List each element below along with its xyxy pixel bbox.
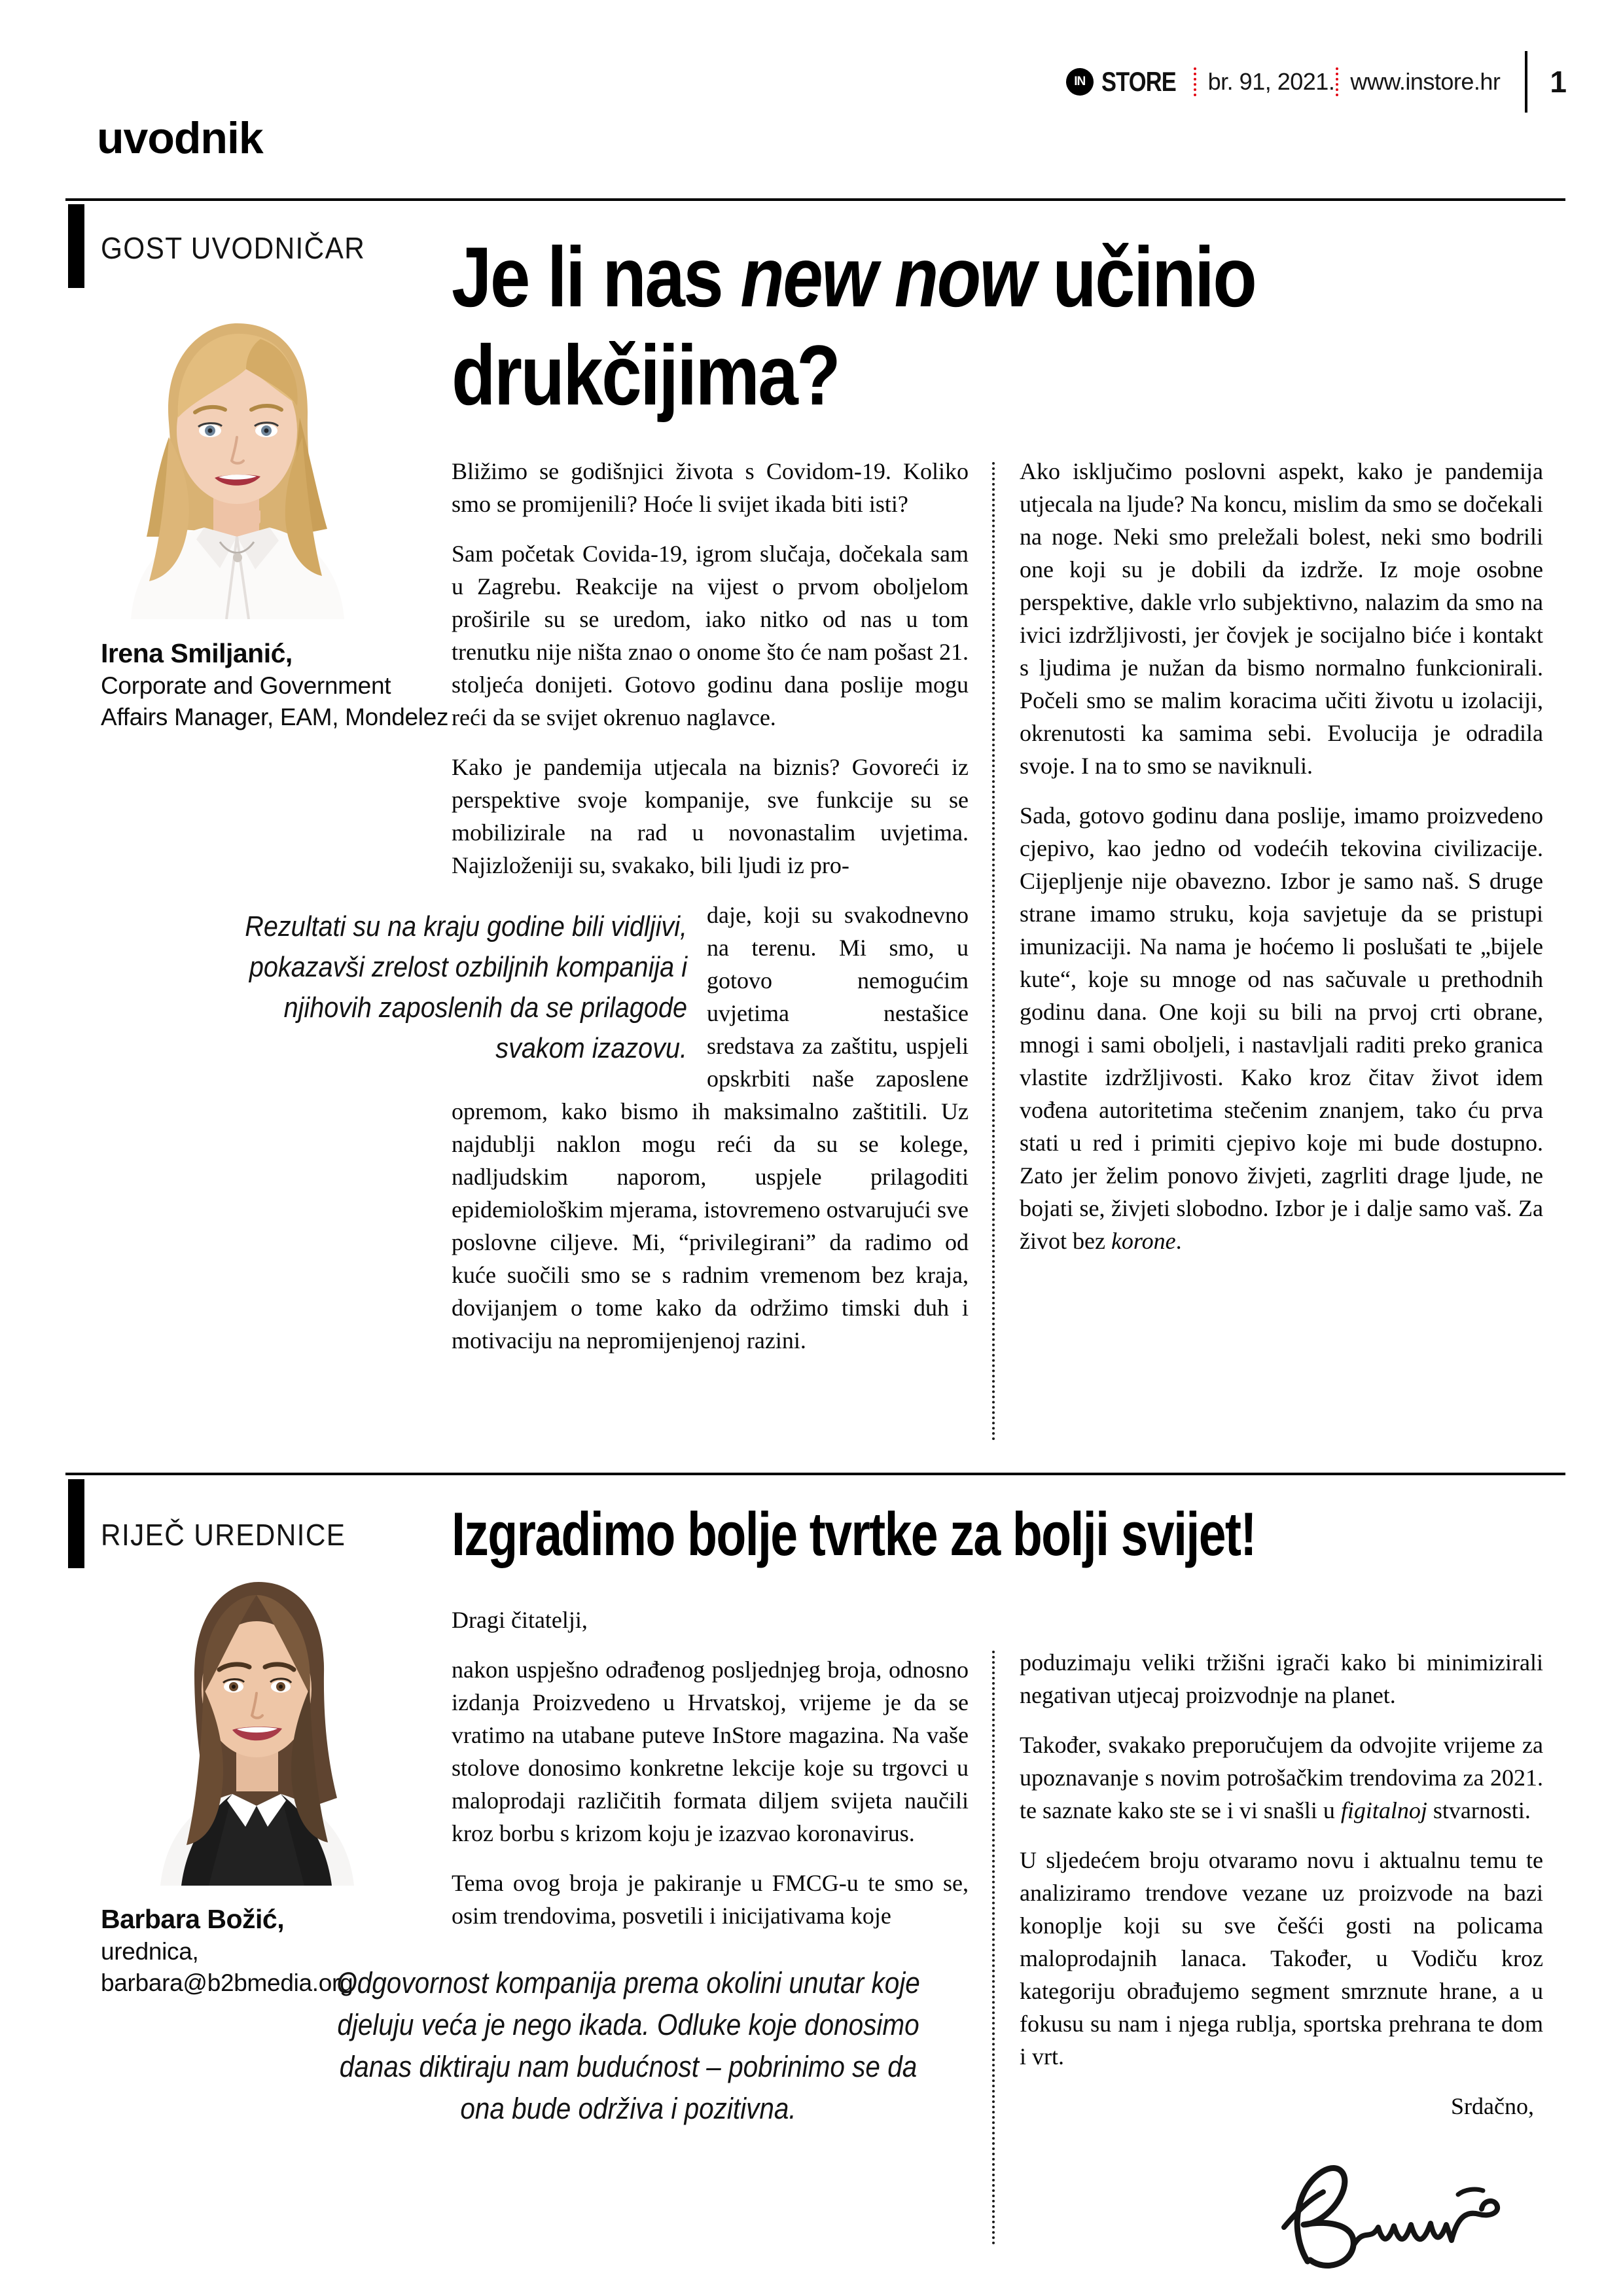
paragraph: U sljedećem broju otvaramo novu i aktualnu temu te analiziramo trendove vezane uz proizvode na bazi konoplje koji su sve češći gosti na policama maloprodajnih lanaca. Također, u Vodiču kroz kategoriju obrađujemo segment smrznute hrane, a u fokusu su nam i njega rublja, sportska prehrana te dom i vrt. xyxy=(1020,1847,1543,2070)
article2-right-column xyxy=(1020,1646,1543,2286)
article2-headline xyxy=(452,1500,1616,1568)
dotted-separator-icon xyxy=(1336,67,1338,96)
column-divider xyxy=(992,462,995,1441)
paragraph-text: Sada, gotovo godinu dana poslije, imamo proizvedeno cjepivo, kao jedno od vodećih tekovina civilizacije. Cijepljenje nije obavezno. Izbor je samo naš. S druge strane imamo struku, koja savjetuje da se pristupi imunizaciji. Na nama je hoćemo li poslušati te „bijele kute“, koje su mnoge od nas sačuvale u prethodnih godinu dana. One koji su bili na prvoj crti obrane, mnogi i sami oboljeli, i nastavljali raditi preko granica vlastite izdržljivosti. Kako kroz čitav život idem vođena autoritetima stečenim znanjem, tako ću prva stati u red i primiti cjepivo koje mi bude dostupno. Zato jer želim ponovo živjeti, zagrliti drage ljude, ne bojati se, živjeti slobodno. Izbor je i dalje samo vaš. Za život bez xyxy=(1020,802,1543,1254)
paragraph xyxy=(1020,1729,1543,1827)
column-divider xyxy=(992,1651,995,2245)
author-name: Barbara Božić, xyxy=(101,1904,285,1934)
paragraph: Tema ovog broja je pakiranje u FMCG-u te smo se, osim trendovima, posvetili i inicijativama koje xyxy=(452,1870,969,1929)
paragraph: nakon uspješno odrađenog posljednjeg broja, odnosno izdanja Proizvedeno u Hrvatskoj, vrijeme je da se vratimo na utabane puteve InStore magazina. Na vaše stolove donosimo konkretne lekcije koje su trgovci u maloprodaji različitih formata diljem svijeta naučili kroz borbu s krizom koju je izazvao koronavirus. xyxy=(452,1657,969,1846)
headline-text: učinio xyxy=(1034,229,1256,325)
author-role: Corporate and Government Affairs Manager, EAM, Mondelez xyxy=(101,672,449,730)
paragraph-text: . xyxy=(1175,1228,1182,1254)
editor-signature-graphic xyxy=(1020,2140,1543,2286)
article1-right-column xyxy=(1020,455,1543,1257)
article2-left-column xyxy=(336,1604,969,2130)
paragraph: Sam početak Covida-19, igrom slučaja, dočekala sam u Zagrebu. Reakcije na vijest o prvom oboljelom proširile su se uredom, iako nitko od nas u tom trenutku nije ništa znao o onome što će nam pošast 21. stoljeća donijeti. Gotovo godinu dana poslije mogu reći da se svijet okrenuo naglavce. xyxy=(452,541,969,730)
irena-photo xyxy=(92,306,380,619)
paragraph-italic-text: figitalnoj xyxy=(1340,1797,1427,1823)
closing-salutation: Srdačno, xyxy=(1451,2093,1534,2119)
author-role: urednica, xyxy=(101,1938,199,1965)
author-name: Irena Smiljanić, xyxy=(101,638,293,668)
headline-italic-text: new now xyxy=(740,229,1035,325)
kicker-bar xyxy=(68,1479,84,1568)
salutation: Dragi čitatelji, xyxy=(452,1607,588,1633)
article1-author-caption xyxy=(101,636,457,733)
paragraph-text: Također, svakako preporučujem da odvojite vrijeme za upoznavanje s novim potrošačkim trendovima za 2021. te saznate kako ste se i vi snašli u xyxy=(1020,1732,1543,1823)
paragraph: Bližimo se godišnjici života s Covidom-19. Koliko smo se promijenili? Hoće li svijet ikada biti isti? xyxy=(452,458,969,517)
headline-text: Je li nas xyxy=(452,229,741,325)
article1-headline xyxy=(452,228,1616,424)
kicker-bar xyxy=(68,204,84,288)
article1-pullquote: Rezultati su na kraju godine bili vidljivi, pokazavši zrelost ozbiljnih kompanija i njihovih zaposlenih da se prilagode svakom izazovu. xyxy=(245,910,687,1064)
paragraph: poduzimaju veliki tržišni igrači kako bi minimizirali negativan utjecaj proizvodnje na planet. xyxy=(1020,1649,1543,1708)
issue-number: br. 91, 2021. xyxy=(1207,68,1335,95)
paragraph-italic-text: korone xyxy=(1111,1228,1176,1254)
article2-pullquote: Odgovornost kompanija prema okolini unutar koje djeluju veća je nego ikada. Odluke koje donosimo danas diktiraju nam budućnost – pobrinimo se da ona bude održiva i pozitivna. xyxy=(336,1966,920,2125)
author-email: barbara@b2bmedia.org xyxy=(101,1969,353,1996)
page-header xyxy=(1066,51,1567,113)
paragraph-text: daje, koji su svakodnevno na terenu. Mi smo, u gotovo nemogućim uvjetima nestašice sredstava za zaštitu, uspjeli opskrbiti naše zaposlene opremom, kako bismo ih maksimalno zaštitili. Uz najdublji naklon mogu reći da su se kolege, nadljudskim naporom, uspjele prilagoditi epidemiološkim mjerama, istovremeno ostvarujući sve poslovne ciljeve. Mi, “privilegirani” da radimo od kuće suočili smo se s radnim vremenom bez kraja, dovijanjem o tome kako da održimo timski duh i motivaciju na nepromijenjenoj razini. xyxy=(452,902,969,1354)
headline-text: drukčijima? xyxy=(452,327,840,423)
barbara-photo xyxy=(141,1570,373,1886)
horizontal-rule xyxy=(65,1473,1565,1475)
paragraph xyxy=(245,899,969,1357)
headline-text: Izgradimo bolje tvrtke za bolji svijet! xyxy=(452,1499,1256,1568)
article1-kicker: GOST UVODNIČAR xyxy=(101,231,366,265)
paragraph-text: stvarnosti. xyxy=(1427,1797,1531,1823)
header-divider xyxy=(1525,51,1527,113)
instore-logo-icon: IN xyxy=(1066,68,1094,96)
paragraph: Ako isključimo poslovni aspekt, kako je pandemija utjecala na ljude? Na koncu, mislim da smo se dočekali na noge. Neki smo preležali bolest, neki smo bodrili one koji su je dobili da izdrže. Iz moje osobne perspektive, dakle vrlo subjektivno, nalazim da smo na ivici izdržljivosti, jer čovjek je socijalno biće i kontakt s ljudima je nužan da bismo normalno funkcionirali. Počeli smo se malim koracima učiti životu u izolaciji, okrenutosti ka samima sebi. Evolucija je odradila svoje. I na to smo se naviknuli. xyxy=(1020,458,1543,779)
paragraph: Kako je pandemija utjecala na biznis? Govoreći iz perspektive svoje kompanije, sve funkcije su se mobilizirale na rad u novonastalim uvjetima. Najizloženiji su, svakako, bili ljudi iz pro- xyxy=(452,754,969,878)
article2-kicker: RIJEČ UREDNICE xyxy=(101,1518,346,1552)
dotted-separator-icon xyxy=(1194,67,1196,96)
website-url: www.instore.hr xyxy=(1350,68,1501,95)
instore-logo-wordmark: STORE xyxy=(1101,66,1176,97)
paragraph xyxy=(1020,799,1543,1257)
section-title: uvodnik xyxy=(97,113,263,163)
page-number: 1 xyxy=(1550,65,1567,99)
horizontal-rule xyxy=(65,198,1565,201)
